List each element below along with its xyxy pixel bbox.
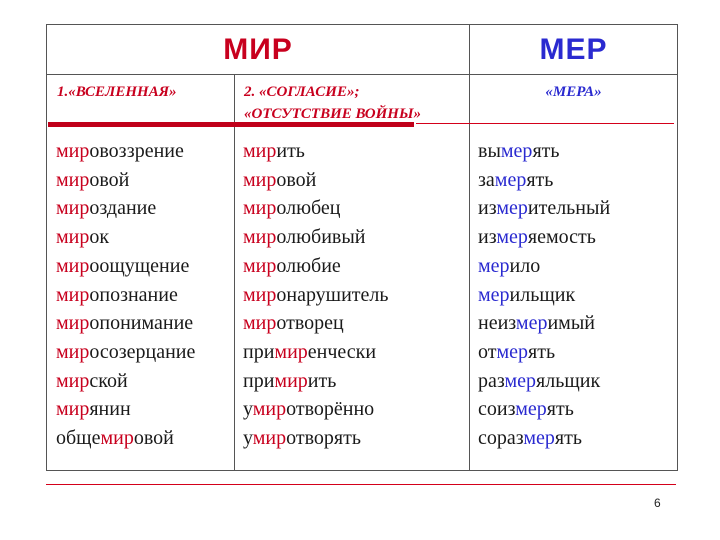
- subheader-peace-line1: 2. «СОГЛАСИЕ»;: [244, 84, 360, 100]
- word-item: [56, 309, 195, 338]
- word-suffix: енчески: [307, 340, 377, 363]
- word-list-universe: [56, 137, 195, 453]
- word-suffix: ительный: [527, 197, 611, 220]
- word-list-measure: [478, 137, 610, 453]
- word-prefix: сораз: [478, 427, 524, 450]
- word-root: мир: [252, 398, 287, 421]
- word-suffix: олюбие: [276, 254, 341, 277]
- word-suffix: ок: [89, 226, 110, 249]
- subheader-measure: «МЕРА»: [545, 84, 602, 100]
- word-item: [243, 367, 389, 396]
- word-suffix: овой: [276, 168, 317, 191]
- word-root: мир: [252, 427, 287, 450]
- word-prefix: из: [478, 226, 497, 249]
- word-suffix: ять: [554, 427, 582, 450]
- word-suffix: овоззрение: [89, 140, 184, 162]
- column-divider-1: [234, 74, 235, 471]
- word-suffix: овой: [89, 168, 130, 191]
- word-suffix: ять: [546, 398, 574, 421]
- word-item: [478, 137, 610, 166]
- word-item: [56, 367, 195, 396]
- footer-line: [46, 484, 676, 485]
- word-suffix: оощущение: [89, 254, 190, 277]
- word-root: мер: [478, 254, 510, 277]
- word-item: [243, 252, 389, 281]
- subheader-peace-line2: «ОТСУТСТВИЕ ВОЙНЫ»: [244, 106, 422, 122]
- page-number: 6: [654, 496, 661, 510]
- word-root: мер: [496, 197, 528, 220]
- word-root: мер: [500, 140, 533, 162]
- word-suffix: ять: [532, 140, 560, 162]
- word-item: [478, 194, 610, 223]
- word-root: мир: [274, 369, 308, 392]
- word-root: мер: [523, 427, 555, 450]
- word-root: мер: [496, 226, 528, 249]
- word-root: мир: [243, 283, 277, 306]
- word-item: [478, 424, 610, 453]
- word-prefix: от: [478, 340, 497, 363]
- word-item: [243, 166, 389, 195]
- word-suffix: осозерцание: [89, 340, 196, 363]
- word-root: мир: [56, 312, 90, 335]
- word-root: мер: [504, 369, 537, 392]
- word-prefix: раз: [478, 369, 505, 392]
- word-root: мир: [56, 254, 90, 277]
- word-suffix: опознание: [89, 283, 178, 306]
- word-item: [478, 223, 610, 252]
- accent-bar: [48, 122, 414, 127]
- word-root: мир: [243, 312, 277, 335]
- word-suffix: янин: [89, 398, 131, 421]
- word-root: мир: [56, 197, 90, 220]
- header-mir: МИР: [223, 33, 293, 66]
- word-item: [478, 166, 610, 195]
- word-suffix: ять: [526, 168, 554, 191]
- word-item: [243, 137, 389, 166]
- header-mer: МЕР: [539, 33, 608, 66]
- word-root: мир: [100, 427, 134, 450]
- word-root: мир: [56, 168, 90, 191]
- word-prefix: у: [243, 398, 253, 421]
- word-suffix: олюбивый: [276, 226, 366, 249]
- word-suffix: овой: [133, 427, 174, 450]
- word-suffix: отворённо: [286, 398, 375, 421]
- word-root: мир: [274, 340, 308, 363]
- word-item: [243, 309, 389, 338]
- word-root: мир: [243, 168, 277, 191]
- word-root: мир: [243, 197, 277, 220]
- word-suffix: ило: [509, 254, 541, 277]
- word-item: [478, 338, 610, 367]
- word-item: [478, 281, 610, 310]
- word-root: мир: [243, 226, 277, 249]
- word-suffix: олюбец: [276, 197, 341, 220]
- word-suffix: ить: [307, 369, 337, 392]
- word-root: мер: [515, 312, 548, 335]
- word-item: [478, 309, 610, 338]
- word-suffix: отворец: [276, 312, 344, 335]
- word-item: [56, 137, 195, 166]
- word-root: мир: [243, 140, 277, 162]
- word-root: мир: [56, 140, 90, 162]
- accent-line-top: [416, 123, 674, 124]
- word-prefix: обще: [56, 427, 101, 450]
- word-item: [243, 395, 389, 424]
- word-root: мир: [243, 254, 277, 277]
- word-root: мир: [56, 398, 90, 421]
- word-suffix: опонимание: [89, 312, 194, 335]
- word-item: [56, 252, 195, 281]
- word-suffix: ить: [276, 140, 305, 162]
- word-item: [56, 223, 195, 252]
- word-prefix: соиз: [478, 398, 516, 421]
- word-suffix: ильщик: [509, 283, 576, 306]
- word-prefix: за: [478, 168, 495, 191]
- word-list-peace: [243, 137, 389, 453]
- word-root: мир: [56, 340, 90, 363]
- word-item: [56, 338, 195, 367]
- word-prefix: из: [478, 197, 497, 220]
- word-root: мер: [515, 398, 547, 421]
- word-suffix: ять: [528, 340, 556, 363]
- word-item: [56, 166, 195, 195]
- word-suffix: яемость: [527, 226, 596, 249]
- word-prefix: вы: [478, 140, 501, 162]
- word-prefix: у: [243, 427, 253, 450]
- word-item: [56, 395, 195, 424]
- word-suffix: имый: [547, 312, 595, 335]
- word-item: [243, 338, 389, 367]
- word-item: [243, 223, 389, 252]
- word-suffix: отворять: [286, 427, 361, 450]
- word-item: [56, 194, 195, 223]
- word-suffix: онарушитель: [276, 283, 389, 306]
- word-root: мер: [496, 340, 529, 363]
- word-root: мер: [478, 283, 510, 306]
- word-root: мер: [494, 168, 527, 191]
- word-item: [243, 424, 389, 453]
- word-root: мир: [56, 369, 90, 392]
- word-prefix: при: [243, 369, 275, 392]
- word-root: мир: [56, 226, 90, 249]
- word-item: [56, 281, 195, 310]
- word-item: [478, 252, 610, 281]
- word-item: [478, 367, 610, 396]
- word-item: [243, 194, 389, 223]
- word-suffix: ской: [89, 369, 128, 392]
- word-suffix: оздание: [89, 197, 157, 220]
- word-root: мир: [56, 283, 90, 306]
- word-item: [243, 281, 389, 310]
- word-prefix: неиз: [478, 312, 516, 335]
- word-item: [56, 424, 195, 453]
- word-prefix: при: [243, 340, 275, 363]
- word-item: [478, 395, 610, 424]
- subheader-universe: 1.«ВСЕЛЕННАЯ»: [57, 84, 177, 100]
- root-words-table: [46, 24, 678, 471]
- word-suffix: яльщик: [536, 369, 601, 392]
